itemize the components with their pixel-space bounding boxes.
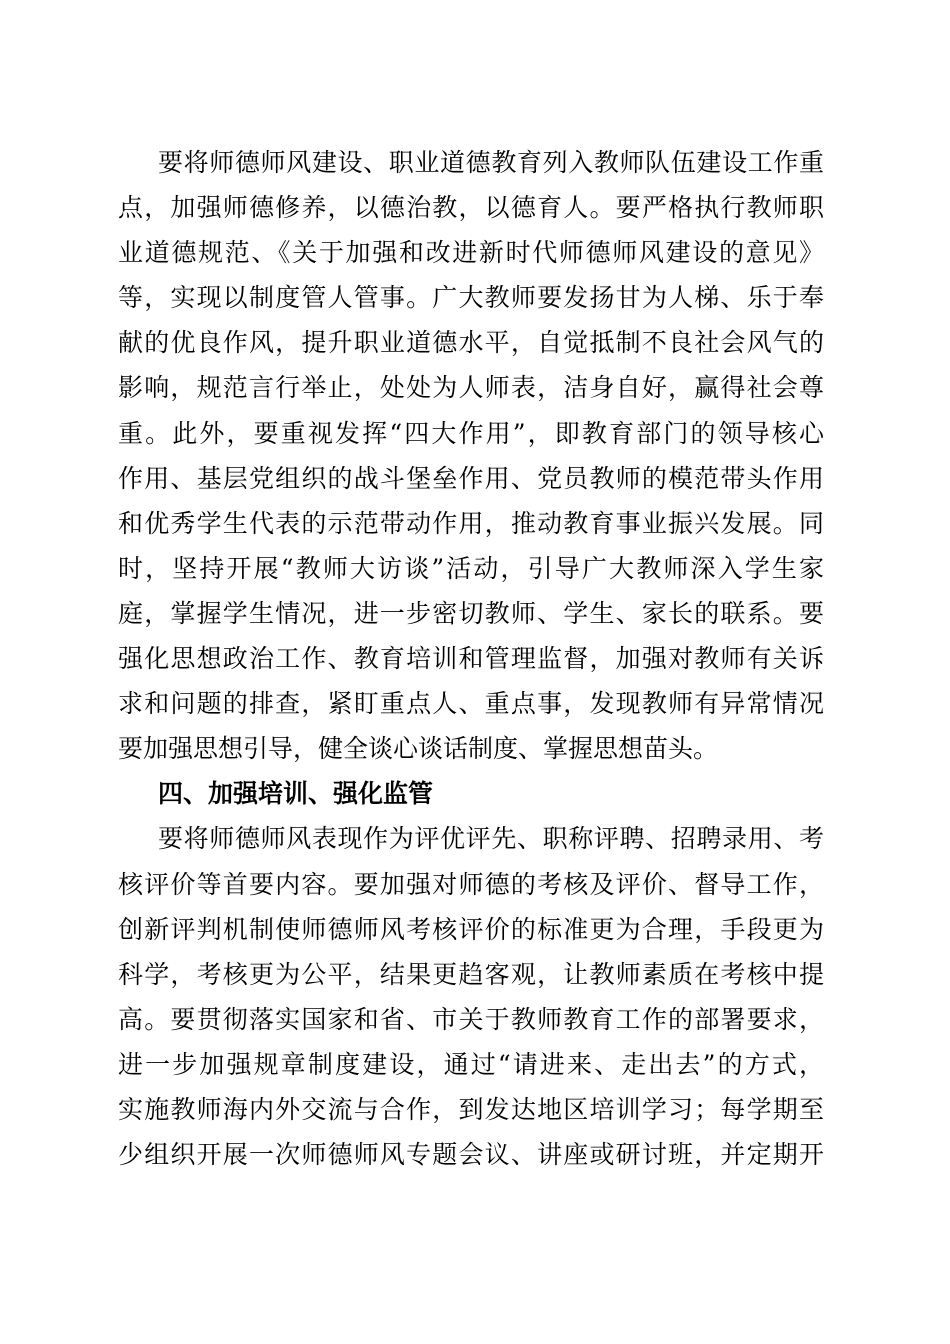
text-line: 重。此外，要重视发挥“四大作用”，即教育部门的领导核心	[118, 418, 824, 448]
text-line: 时，坚持开展“教师大访谈”活动，引导广大教师深入学生家	[118, 553, 824, 583]
text-line: 业道德规范、《关于加强和改进新时代师德师风建设的意见》	[118, 238, 824, 268]
text-line: 和优秀学生代表的示范带动作用，推动教育事业振兴发展。同	[118, 508, 824, 538]
text-line: 庭，掌握学生情况，进一步密切教师、学生、家长的联系。要	[118, 598, 824, 628]
section-heading: 四、加强培训、强化监管	[158, 779, 434, 809]
text-line: 少组织开展一次师德师风专题会议、讲座或研讨班，并定期开	[118, 1140, 824, 1170]
paragraph-1	[118, 140, 824, 771]
text-line: 作用、基层党组织的战斗堡垒作用、党员教师的模范带头作用	[118, 463, 824, 493]
text-line: 求和问题的排查，紧盯重点人、重点事，发现教师有异常情况	[118, 689, 824, 719]
text-line: 影响，规范言行举止，处处为人师表，洁身自好，赢得社会尊	[118, 373, 824, 403]
text-line: 要加强思想引导，健全谈心谈话制度、掌握思想苗头。	[118, 734, 719, 764]
paragraph-2	[118, 816, 824, 1177]
text-line: 要将师德师风建设、职业道德教育列入教师队伍建设工作重	[158, 148, 824, 177]
document-page	[118, 140, 824, 1177]
text-line: 创新评判机制使师德师风考核评价的标准更为合理，手段更为	[118, 914, 824, 944]
text-line: 献的优良作风，提升职业道德水平，自觉抵制不良社会风气的	[118, 328, 824, 358]
text-line: 强化思想政治工作、教育培训和管理监督，加强对教师有关诉	[118, 644, 824, 674]
text-line: 实施教师海内外交流与合作，到发达地区培训学习；每学期至	[118, 1094, 824, 1124]
text-line: 点，加强师德修养，以德治教，以德育人。要严格执行教师职	[118, 193, 824, 223]
text-line: 核评价等首要内容。要加强对师德的考核及评价、督导工作，	[118, 869, 824, 899]
text-line: 要将师德师风表现作为评优评先、职称评聘、招聘录用、考	[158, 824, 824, 854]
text-line: 高。要贯彻落实国家和省、市关于教师教育工作的部署要求，	[118, 1004, 824, 1034]
text-line: 进一步加强规章制度建设，通过“请进来、走出去”的方式，	[118, 1049, 824, 1079]
text-line: 等，实现以制度管人管事。广大教师要发扬甘为人梯、乐于奉	[118, 283, 824, 313]
text-line: 科学，考核更为公平，结果更趋客观，让教师素质在考核中提	[118, 959, 824, 989]
